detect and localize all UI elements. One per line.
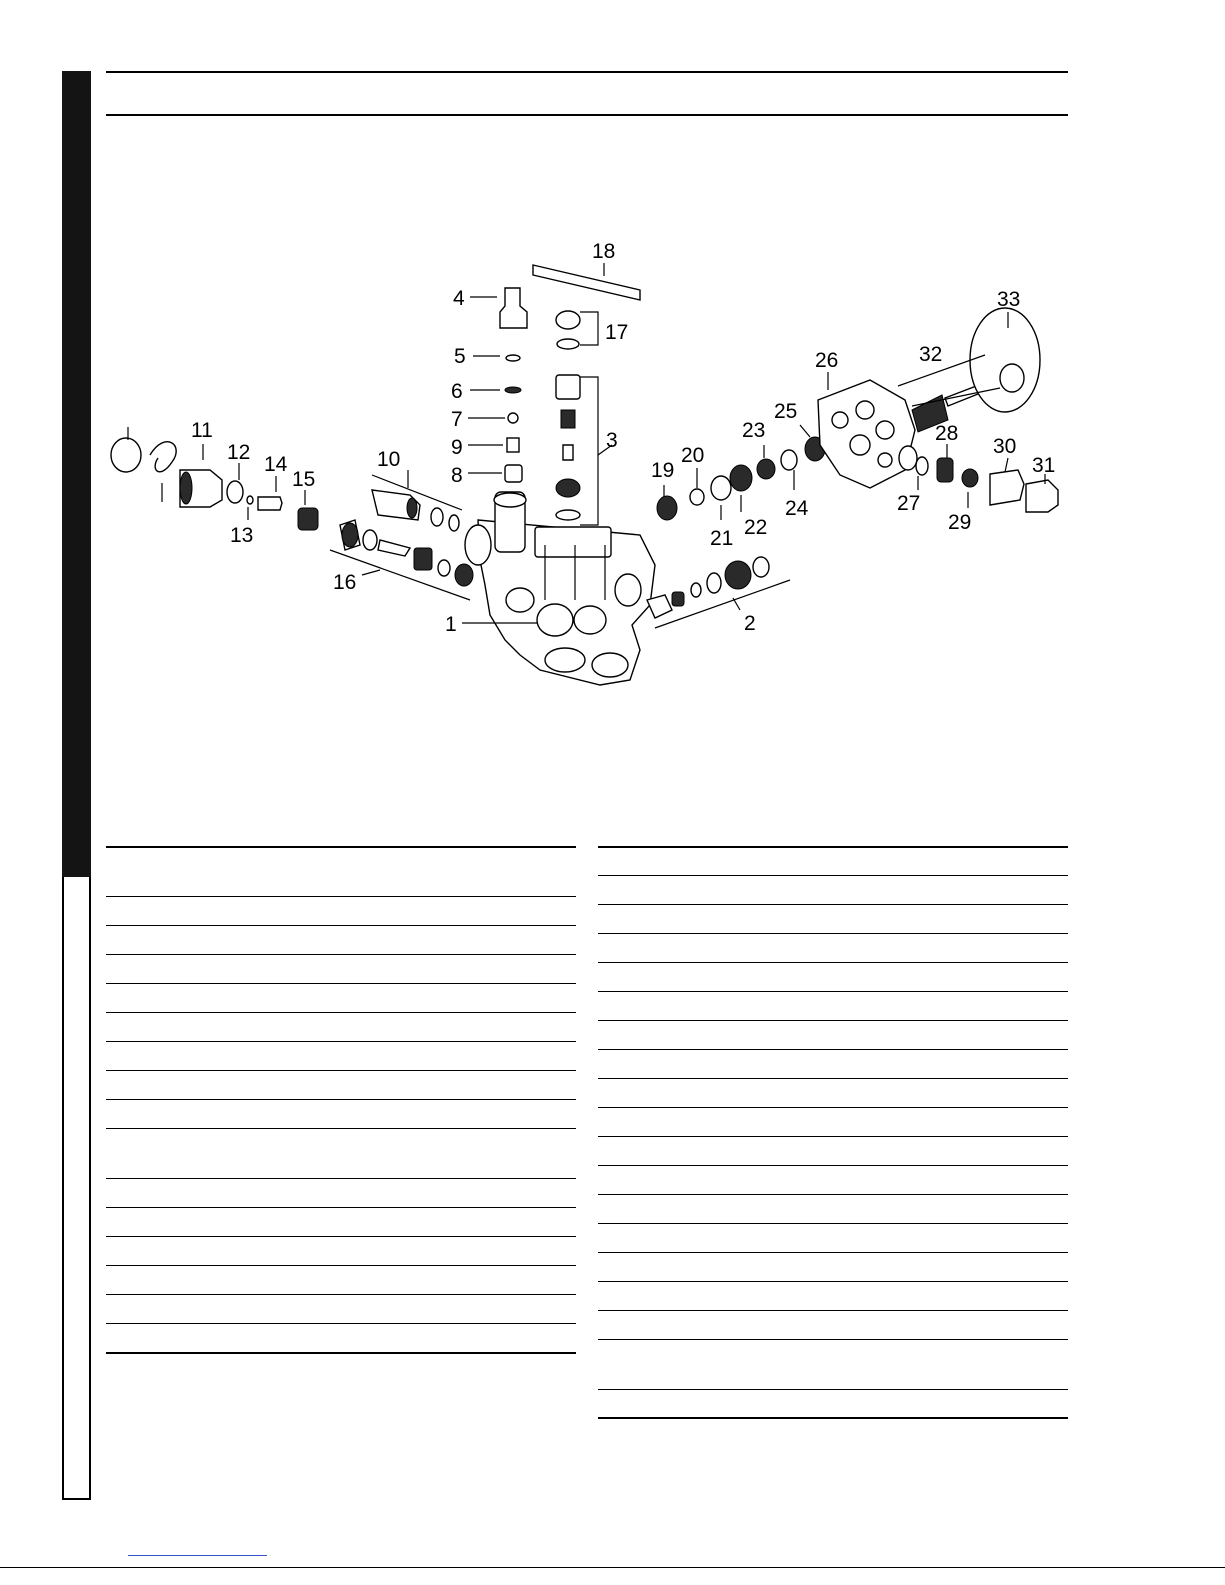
table-cell — [598, 876, 1068, 905]
table-row — [598, 1390, 1068, 1419]
table-header-row — [598, 848, 1068, 876]
callout-17: 17 — [605, 321, 629, 344]
callout-18: 18 — [592, 240, 616, 263]
thermal-relief-valve — [372, 475, 462, 531]
table-row — [598, 1108, 1068, 1137]
table-header-row — [106, 848, 576, 897]
table-row — [106, 897, 576, 926]
table-cell — [106, 897, 576, 926]
pump-head-housing — [818, 380, 917, 488]
table-row — [598, 1166, 1068, 1195]
callout-33: 33 — [997, 288, 1021, 311]
outlet-check-valve — [647, 557, 790, 628]
table-cell — [106, 1013, 576, 1042]
table-row — [106, 955, 576, 984]
inlet-coupler — [111, 438, 318, 530]
table-cell — [598, 1195, 1068, 1224]
table-cell — [106, 1324, 576, 1354]
table-cell — [106, 848, 576, 897]
table-row — [106, 1129, 576, 1179]
callout-2: 2 — [744, 612, 756, 635]
callout-13: 13 — [230, 524, 254, 547]
table-cell — [598, 1166, 1068, 1195]
table-cell — [598, 1021, 1068, 1050]
table-row — [106, 1266, 576, 1295]
table-cell — [106, 1071, 576, 1100]
callout-6: 6 — [451, 380, 463, 403]
table-cell — [106, 926, 576, 955]
callout-16: 16 — [333, 571, 357, 594]
pump-manifold-body — [465, 492, 655, 685]
callout-32: 32 — [919, 343, 943, 366]
table-row — [106, 1179, 576, 1208]
plunger-and-wobble-plate — [898, 308, 1040, 432]
callout-23: 23 — [742, 419, 766, 442]
callout-20: 20 — [681, 444, 705, 467]
callout-25: 25 — [774, 400, 798, 423]
table-row — [106, 984, 576, 1013]
table-row — [106, 1071, 576, 1100]
callout-26: 26 — [815, 349, 839, 372]
callout-15: 15 — [292, 468, 316, 491]
table-cell — [598, 1108, 1068, 1137]
callout-4: 4 — [453, 287, 465, 310]
parts-table-left — [106, 848, 576, 1354]
table-cell — [106, 1208, 576, 1237]
table-row — [106, 1042, 576, 1071]
table-row — [598, 1195, 1068, 1224]
callout-31: 31 — [1032, 454, 1056, 477]
check-valve-stack — [500, 265, 640, 525]
table-row — [106, 1295, 576, 1324]
callout-7: 7 — [451, 408, 463, 431]
table-row — [598, 934, 1068, 963]
callout-1: 1 — [445, 613, 457, 636]
table-cell — [106, 955, 576, 984]
table-cell — [598, 1050, 1068, 1079]
callout-30: 30 — [993, 435, 1017, 458]
table-row — [598, 905, 1068, 934]
table-row — [598, 963, 1068, 992]
callout-22: 22 — [744, 516, 768, 539]
callout-5: 5 — [454, 345, 466, 368]
table-row — [106, 926, 576, 955]
table-row — [106, 1208, 576, 1237]
page-margin-frame — [62, 877, 91, 1500]
footer-rule — [0, 1567, 1225, 1568]
table-row — [598, 1253, 1068, 1282]
parts-table-right — [598, 848, 1068, 1419]
table-cell — [106, 1295, 576, 1324]
table-cell — [598, 1340, 1068, 1390]
callout-29: 29 — [948, 511, 972, 534]
table-cell — [106, 1266, 576, 1295]
table-row — [598, 992, 1068, 1021]
table-cell — [106, 984, 576, 1013]
table-row — [106, 1013, 576, 1042]
callout-28: 28 — [935, 422, 959, 445]
table-row — [598, 1282, 1068, 1311]
table-cell — [598, 1253, 1068, 1282]
callout-24: 24 — [785, 497, 809, 520]
table-cell — [598, 1079, 1068, 1108]
table-cell — [598, 1282, 1068, 1311]
table-cell — [106, 1129, 576, 1179]
table-cell — [598, 1137, 1068, 1166]
table-row — [598, 1021, 1068, 1050]
callout-21: 21 — [710, 527, 734, 550]
table-cell — [106, 1100, 576, 1129]
callout-12: 12 — [227, 441, 251, 464]
table-row — [598, 1050, 1068, 1079]
footer-link-underline[interactable] — [128, 1555, 267, 1556]
table-cell — [598, 1224, 1068, 1253]
table-cell — [598, 992, 1068, 1021]
table-row — [598, 876, 1068, 905]
callout-19: 19 — [651, 459, 675, 482]
table-row — [106, 1100, 576, 1129]
callout-11: 11 — [191, 419, 213, 442]
table-cell — [598, 963, 1068, 992]
table-cell — [106, 1237, 576, 1266]
table-cell — [598, 1311, 1068, 1340]
table-row — [598, 1137, 1068, 1166]
table-row — [598, 1311, 1068, 1340]
table-row — [598, 1224, 1068, 1253]
table-cell — [106, 1179, 576, 1208]
callout-14: 14 — [264, 453, 288, 476]
callout-3: 3 — [606, 429, 618, 452]
table-row — [598, 1079, 1068, 1108]
table-cell — [598, 848, 1068, 876]
exploded-parts-diagram — [0, 0, 1225, 720]
table-cell — [598, 1390, 1068, 1419]
callout-10: 10 — [377, 448, 401, 471]
table-cell — [598, 934, 1068, 963]
table-cell — [106, 1042, 576, 1071]
callout-9: 9 — [451, 436, 463, 459]
table-cell — [598, 905, 1068, 934]
table-row — [106, 1237, 576, 1266]
callout-27: 27 — [897, 492, 921, 515]
callout-8: 8 — [451, 464, 463, 487]
table-row — [106, 1324, 576, 1354]
table-row — [598, 1340, 1068, 1390]
